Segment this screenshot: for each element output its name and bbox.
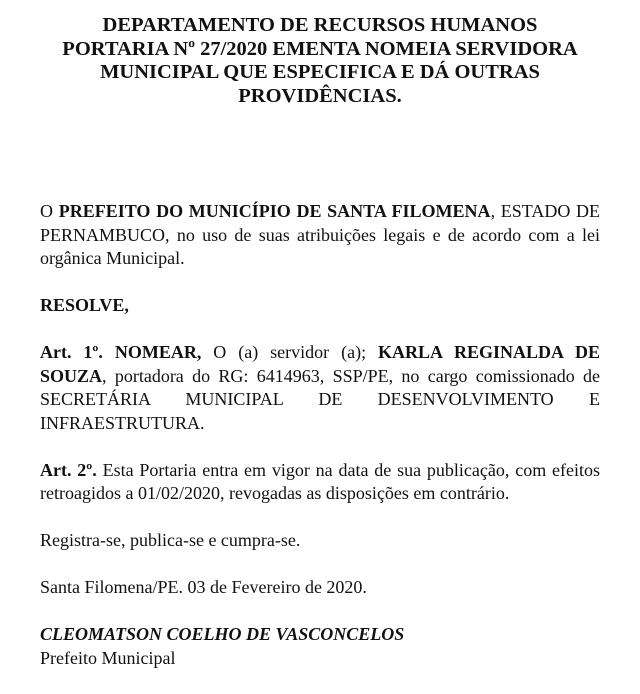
article-1-name: KARLA REGINALDA DE SOUZA — [40, 342, 600, 386]
place-date: Santa Filomena/PE. 03 de Fevereiro de 2020. — [40, 577, 367, 597]
title-line-1: DEPARTAMENTO DE RECURSOS HUMANOS — [102, 14, 538, 36]
signature-role: Prefeito Municipal — [40, 647, 176, 668]
signature-name: CLEOMATSON COELHO DE VASCONCELOS — [40, 624, 405, 644]
article-2 — [40, 459, 600, 506]
intro-authority: PREFEITO DO MUNICÍPIO DE SANTA FILOMENA — [58, 201, 491, 221]
article-2-text: Esta Portaria entra em vigor na data de sua publicação, com efeitos retroagidos a 01/02/2020, revogadas as disposições em contrário. — [40, 459, 600, 503]
article-1 — [40, 341, 600, 435]
intro-lead: O — [40, 201, 59, 221]
resolve-text: RESOLVE, — [40, 295, 129, 315]
article-1-label: Art. 1º. NOMEAR, — [40, 342, 202, 362]
document-title — [40, 14, 600, 108]
title-line-4: PROVIDÊNCIAS. — [238, 84, 402, 107]
intro-paragraph — [40, 200, 600, 271]
article-1-text-a: O (a) servidor (a); — [201, 342, 379, 362]
title-line-2: PORTARIA Nº 27/2020 EMENTA NOMEIA SERVIDORA — [62, 37, 578, 60]
closing-statement: Registra-se, publica-se e cumpra-se. — [40, 530, 301, 550]
article-2-label: Art. 2º. — [40, 459, 97, 480]
title-line-3: MUNICIPAL QUE ESPECIFICA E DÁ OUTRAS — [100, 61, 540, 83]
resolve-heading — [40, 294, 600, 318]
intro-rest: , ESTADO DE PERNAMBUCO, no uso de suas atribuições legais e de acordo com a lei orgânica Municipal. — [40, 201, 601, 268]
article-1-text-b: , portadora do RG: 6414963, SSP/PE, no cargo comissionado de SECRETÁRIA MUNICIPAL DE DESENVOLVIMENTO E INFRAESTRUTURA. — [40, 365, 600, 433]
